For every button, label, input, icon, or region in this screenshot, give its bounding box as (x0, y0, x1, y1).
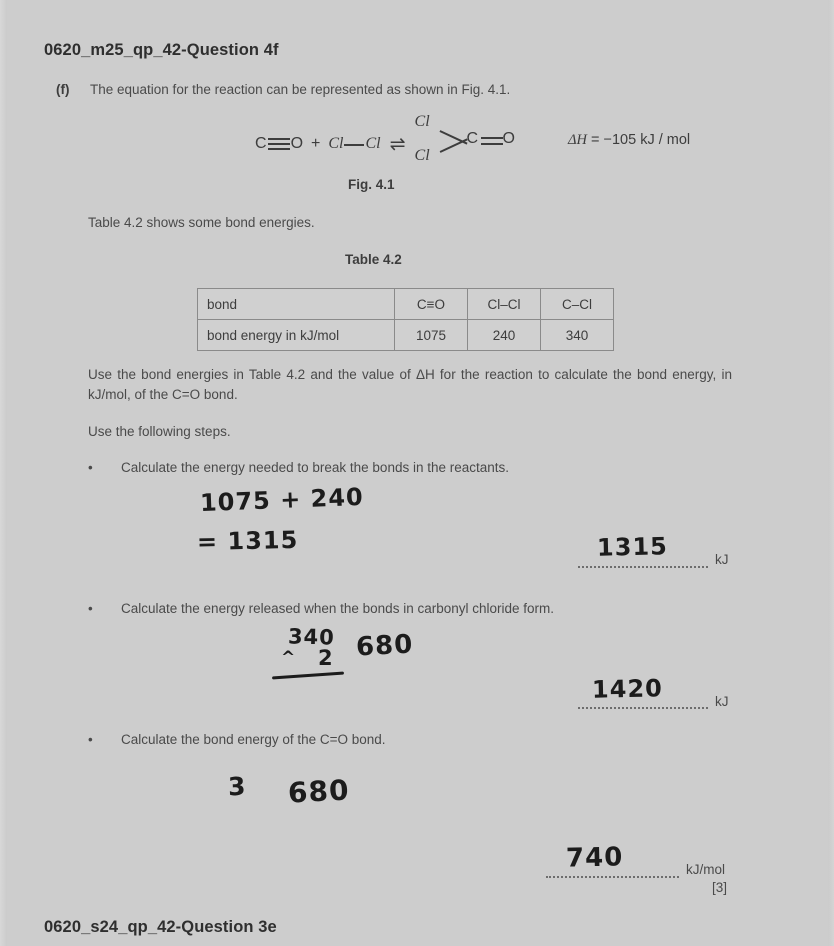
table-header-clcl: Cl–Cl (468, 289, 541, 320)
product-carbon-label: C (466, 130, 479, 147)
scan-edge-left (0, 0, 7, 946)
handwritten-answer-1: 1315 (596, 532, 669, 562)
reactant-co-oxygen: O (290, 135, 304, 152)
table-value-co: 1075 (395, 320, 468, 351)
answer-unit-2: kJ (715, 694, 729, 709)
answer-unit-1: kJ (715, 552, 729, 567)
handwritten-answer-3: 740 (565, 842, 624, 874)
instruction-main: Use the bond energies in Table 4.2 and the value of ΔH for the reaction to calculate the bond energy, in kJ/mol, of the C=O bond. (88, 367, 732, 402)
marks-allocation: [3] (712, 880, 728, 895)
single-bond-icon (344, 139, 364, 149)
answer-line-2[interactable] (578, 707, 708, 709)
handwritten-work-2-denominator: 2 (318, 646, 334, 670)
equilibrium-arrow-icon: ⇌ (389, 133, 406, 155)
table-header-bond: bond (198, 289, 395, 320)
bullet-marker-icon: • (88, 732, 93, 747)
question-label: (f) (56, 82, 70, 97)
handwritten-work-3-value: 680 (287, 773, 351, 810)
enthalpy-change-value (568, 132, 690, 149)
product-oxygen-label: O (502, 130, 515, 147)
handwritten-fraction-bar (272, 671, 344, 679)
answer-line-1[interactable] (578, 566, 708, 568)
reactant-cl2-atom1: Cl (328, 135, 344, 152)
table-header-ccl: C–Cl (541, 289, 614, 320)
handwritten-answer-2: 1420 (591, 674, 664, 704)
bullet-marker-icon: • (88, 460, 93, 475)
table-intro-text: Table 4.2 shows some bond energies. (88, 215, 315, 230)
bullet-text-3: Calculate the bond energy of the C=O bond. (121, 732, 386, 747)
plus-sign: + (311, 135, 321, 152)
handwritten-work-2-result: 680 (355, 629, 415, 663)
document-footer: 0620_s24_qp_42-Question 3e (44, 918, 277, 936)
bullet-text-2: Calculate the energy released when the bonds in carbonyl chloride form. (121, 601, 555, 616)
table-caption: Table 4.2 (345, 252, 402, 267)
question-text: The equation for the reaction can be represented as shown in Fig. 4.1. (90, 82, 511, 97)
product-cl-top-label: Cl (414, 113, 430, 130)
double-bond-icon (481, 137, 503, 146)
figure-caption: Fig. 4.1 (348, 177, 395, 192)
scan-edge-right (828, 0, 834, 946)
handwritten-work-2-caret: ^ (281, 648, 297, 668)
table-value-clcl: 240 (468, 320, 541, 351)
handwritten-work-1-line-1: 1075 + 240 (199, 482, 365, 518)
document-header: 0620_m25_qp_42-Question 4f (44, 41, 279, 59)
product-carbonyl-chloride-structure (414, 113, 515, 171)
instruction-steps-intro: Use the following steps. (88, 424, 231, 439)
answer-unit-3: kJ/mol (686, 862, 726, 877)
bullet-marker-icon: • (88, 601, 93, 616)
table-row-header (198, 289, 614, 320)
chemical-equation (255, 113, 515, 164)
answer-line-3[interactable] (546, 876, 679, 878)
table-row-values (198, 320, 614, 351)
handwritten-work-2-numerator: 340 (287, 624, 336, 650)
enthalpy-number: = −105 kJ / mol (586, 132, 691, 148)
bond-line-to-cl-top (439, 130, 467, 144)
reactant-cl2-atom2: Cl (365, 135, 381, 152)
question-prompt-row (56, 82, 756, 97)
handwritten-work-3-mark: 3 (227, 771, 247, 802)
reactant-co-carbon: C (255, 135, 267, 152)
table-header-co: C≡O (395, 289, 468, 320)
handwritten-work-1-line-2: = 1315 (196, 525, 299, 557)
bullet-text-1: Calculate the energy needed to break the bonds in the reactants. (121, 460, 510, 475)
product-cl-bottom-label: Cl (414, 147, 430, 164)
table-row-label: bond energy in kJ/mol (198, 320, 395, 351)
bond-energy-table (197, 288, 614, 351)
enthalpy-symbol: ΔH (568, 132, 587, 148)
triple-bond-icon (268, 138, 290, 150)
bond-line-to-cl-bottom (439, 138, 467, 152)
table-value-ccl: 340 (541, 320, 614, 351)
